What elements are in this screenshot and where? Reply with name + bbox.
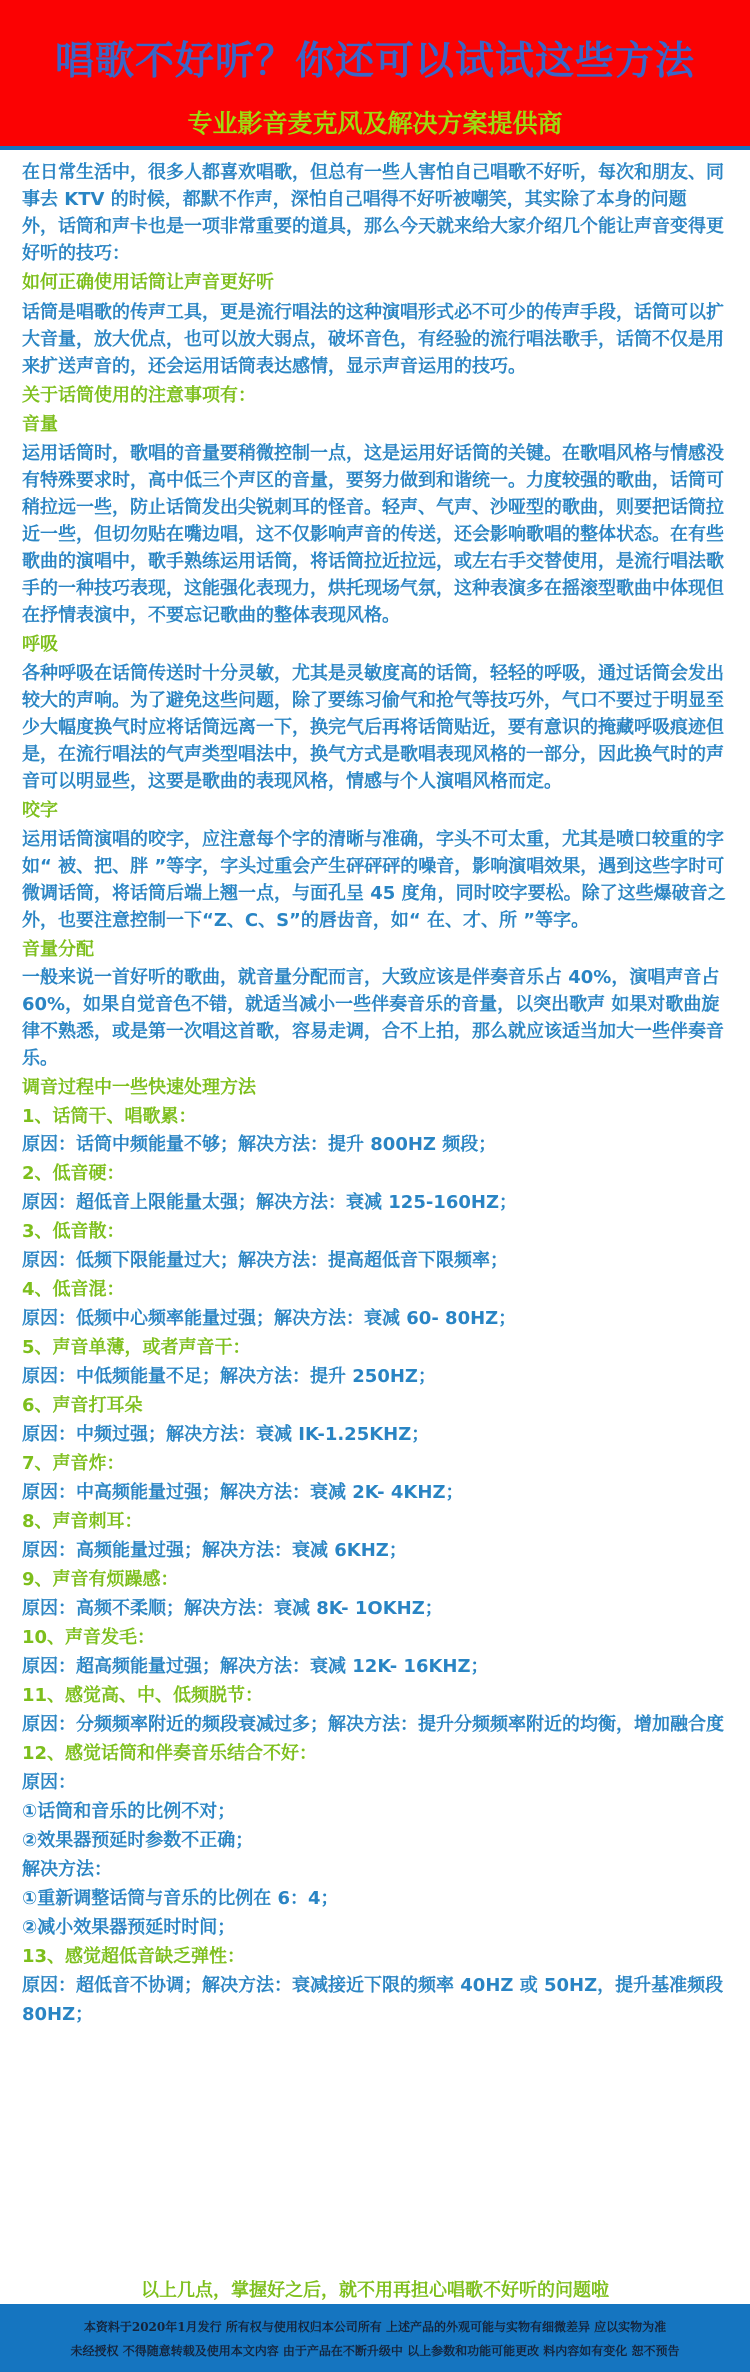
section-heading: 如何正确使用话筒让声音更好听 — [22, 272, 274, 293]
closing-line: 以上几点，掌握好之后，就不用再担心唱歌不好听的问题啦 — [141, 2280, 609, 2301]
paragraph-line: 在抒情表演中，不要忘记歌曲的整体表现风格。 — [22, 605, 400, 626]
paragraph-line: 有特殊要求时，高中低三个声区的音量，要努力做到和谐统一。力度较强的歌曲，话筒可 — [22, 470, 724, 491]
paragraph-line: 近一些，但切勿贴在嘴边唱，这不仅影响声音的传送，还会影响歌唱的整体状态。在有些 — [22, 524, 724, 545]
paragraph-line: ②效果器预延时参数不正确； — [22, 1830, 254, 1851]
section-heading: 12、感觉话筒和伴奏音乐结合不好： — [22, 1743, 318, 1764]
paragraph-line: 解决方法： — [22, 1859, 112, 1880]
paragraph-line: 60%，如果自觉音色不错，就适当减小一些伴奏音乐的音量，以突出歌声 如果对歌曲旋 — [22, 994, 720, 1015]
section-heading: 关于话筒使用的注意事项有： — [22, 385, 256, 406]
footer-notice-line-1: 本资料于2020年1月发行 所有权与使用权归本公司所有 上述产品的外观可能与实物有细微差异 应以实物为准 — [83, 2320, 667, 2334]
section-heading: 咬字 — [22, 800, 58, 821]
header-banner — [0, 0, 750, 150]
paragraph-line: 原因：中频过强；解决方法：衰减 IK-1.25KHZ； — [22, 1424, 430, 1445]
paragraph-line: 原因：高频不柔顺；解决方法：衰减 8K- 1OKHZ； — [22, 1598, 443, 1619]
paragraph-line: 一般来说一首好听的歌曲，就音量分配而言，大致应该是伴奏音乐占 40%，演唱声音占 — [22, 967, 720, 988]
paragraph-line: 在日常生活中，很多人都喜欢唱歌，但总有一些人害怕自己唱歌不好听，每次和朋友、同 — [22, 162, 724, 183]
footer — [0, 2304, 750, 2372]
paragraph-line: 话筒是唱歌的传声工具，更是流行唱法的这种演唱形式必不可少的传声手段，话筒可以扩 — [22, 302, 724, 323]
paragraph-line: 是，在流行唱法的气声类型唱法中，换气方式是歌唱表现风格的一部分，因此换气时的声 — [22, 744, 724, 765]
section-heading: 4、低音混： — [22, 1279, 125, 1300]
paragraph-line: 律不熟悉，或是第一次唱这首歌，容易走调，合不上拍，那么就应该适当加大一些伴奏音 — [22, 1021, 724, 1042]
section-heading: 音量 — [22, 414, 58, 435]
section-heading: 调音过程中一些快速处理方法 — [22, 1077, 256, 1098]
paragraph-line: 原因：中低频能量不足；解决方法：提升 250HZ； — [22, 1366, 436, 1387]
paragraph-line: 原因：超低音上限能量太强；解决方法：衰减 125-160HZ； — [22, 1192, 517, 1213]
paragraph-line: 原因：高频能量过强；解决方法：衰减 6KHZ； — [22, 1540, 407, 1561]
section-heading: 6、声音打耳朵 — [22, 1395, 143, 1416]
paragraph-line: 手的一种技巧表现，这能强化表现力，烘托现场气氛，这种表演多在摇滚型歌曲中体现但 — [22, 578, 724, 599]
article-body — [0, 154, 750, 2304]
paragraph-line: 如“ 被、把、胖 ”等字，字头过重会产生砰砰砰的噪音，影响演唱效果，遇到这些字时可 — [22, 856, 725, 877]
paragraph-line: 外，话筒和声卡也是一项非常重要的道具，那么今天就来给大家介绍几个能让声音变得更 — [22, 216, 724, 237]
paragraph-line: ①重新调整话筒与音乐的比例在 6：4； — [22, 1888, 339, 1909]
paragraph-line: 稍拉远一些，防止话筒发出尖锐刺耳的怪音。轻声、气声、沙哑型的歌曲，则要把话筒拉 — [22, 497, 724, 518]
paragraph-line: 少大幅度换气时应将话筒远离一下，换完气后再将话筒贴近，要有意识的掩藏呼吸痕迹但 — [22, 717, 724, 738]
section-heading: 10、声音发毛： — [22, 1627, 156, 1648]
paragraph-line: 音可以明显些，这要是歌曲的表现风格，情感与个人演唱风格而定。 — [22, 771, 562, 792]
footer-notice-line-2: 未经授权 不得随意转载及使用本文内容 由于产品在不断升级中 以上参数和功能可能更改 料内容如有变化 恕不预告 — [70, 2344, 680, 2358]
section-heading: 13、感觉超低音缺乏弹性： — [22, 1946, 246, 1967]
paragraph-line: 歌曲的演唱中，歌手熟练运用话筒，将话筒拉近拉远，或左右手交替使用，是流行唱法歌 — [22, 551, 724, 572]
paragraph-line: 原因：话筒中频能量不够；解决方法：提升 800HZ 频段； — [22, 1134, 497, 1155]
paragraph-line: 外，也要注意控制一下“Z、C、S”的唇齿音，如“ 在、才、所 ”等字。 — [22, 910, 590, 931]
paragraph-line: 原因： — [22, 1772, 76, 1793]
paragraph-line: 原因：分频频率附近的频段衰减过多；解决方法：提升分频频率附近的均衡，增加融合度 — [22, 1714, 724, 1735]
section-heading: 2、低音硬： — [22, 1163, 125, 1184]
section-heading: 1、话筒干、唱歌累： — [22, 1106, 197, 1127]
paragraph-line: 事去 KTV 的时候，都默不作声，深怕自己唱得不好听被嘲笑，其实除了本身的问题 — [22, 189, 687, 210]
paragraph-line: 较大的声响。为了避免这些问题，除了要练习偷气和抢气等技巧外，气口不要过于明显至 — [22, 690, 724, 711]
section-heading: 8、声音刺耳： — [22, 1511, 143, 1532]
paragraph-line: 原因：超低音不协调；解决方法：衰减接近下限的频率 40HZ 或 50HZ，提升基准频段 — [22, 1975, 724, 1996]
section-heading: 11、感觉高、中、低频脱节： — [22, 1685, 264, 1706]
section-heading: 5、声音单薄，或者声音干： — [22, 1337, 251, 1358]
paragraph-line: 微调话筒，将话筒后端上翘一点，与面孔呈 45 度角，同时咬字要松。除了这些爆破音之 — [22, 883, 726, 904]
paragraph-line: 来扩送声音的，还会运用话筒表达感情，显示声音运用的技巧。 — [22, 356, 526, 377]
paragraph-line: 原因：低频下限能量过大；解决方法：提高超低音下限频率； — [22, 1250, 508, 1271]
paragraph-line: 各种呼吸在话筒传送时十分灵敏，尤其是灵敏度高的话筒，轻轻的呼吸，通过话筒会发出 — [22, 663, 724, 684]
paragraph-line: 运用话筒时，歌唱的音量要稍微控制一点，这是运用好话筒的关键。在歌唱风格与情感没 — [22, 443, 724, 464]
page-title: 唱歌不好听？你还可以试试这些方法 — [54, 39, 695, 84]
section-heading: 9、声音有烦躁感： — [22, 1569, 179, 1590]
paragraph-line: 原因：超高频能量过强；解决方法：衰减 12K- 16KHZ； — [22, 1656, 489, 1677]
section-heading: 呼吸 — [22, 634, 58, 655]
paragraph-line: ②减小效果器预延时时间； — [22, 1917, 236, 1938]
paragraph-line: 原因：低频中心频率能量过强；解决方法：衰减 60- 80HZ； — [22, 1308, 517, 1329]
paragraph-line: 乐。 — [22, 1048, 58, 1069]
paragraph-line: ①话筒和音乐的比例不对； — [22, 1801, 236, 1822]
section-heading: 3、低音散： — [22, 1221, 125, 1242]
paragraph-line: 原因：中高频能量过强；解决方法：衰减 2K- 4KHZ； — [22, 1482, 464, 1503]
section-heading: 音量分配 — [22, 939, 94, 960]
paragraph-line: 大音量，放大优点，也可以放大弱点，破坏音色，有经验的流行唱法歌手，话筒不仅是用 — [22, 329, 724, 350]
paragraph-line: 80HZ； — [22, 2004, 94, 2025]
section-heading: 7、声音炸： — [22, 1453, 125, 1474]
paragraph-line: 好听的技巧： — [22, 243, 130, 264]
paragraph-line: 运用话筒演唱的咬字，应注意每个字的清晰与准确，字头不可太重，尤其是喷口较重的字 — [22, 829, 724, 850]
page-subtitle: 专业影音麦克风及解决方案提供商 — [187, 109, 563, 138]
